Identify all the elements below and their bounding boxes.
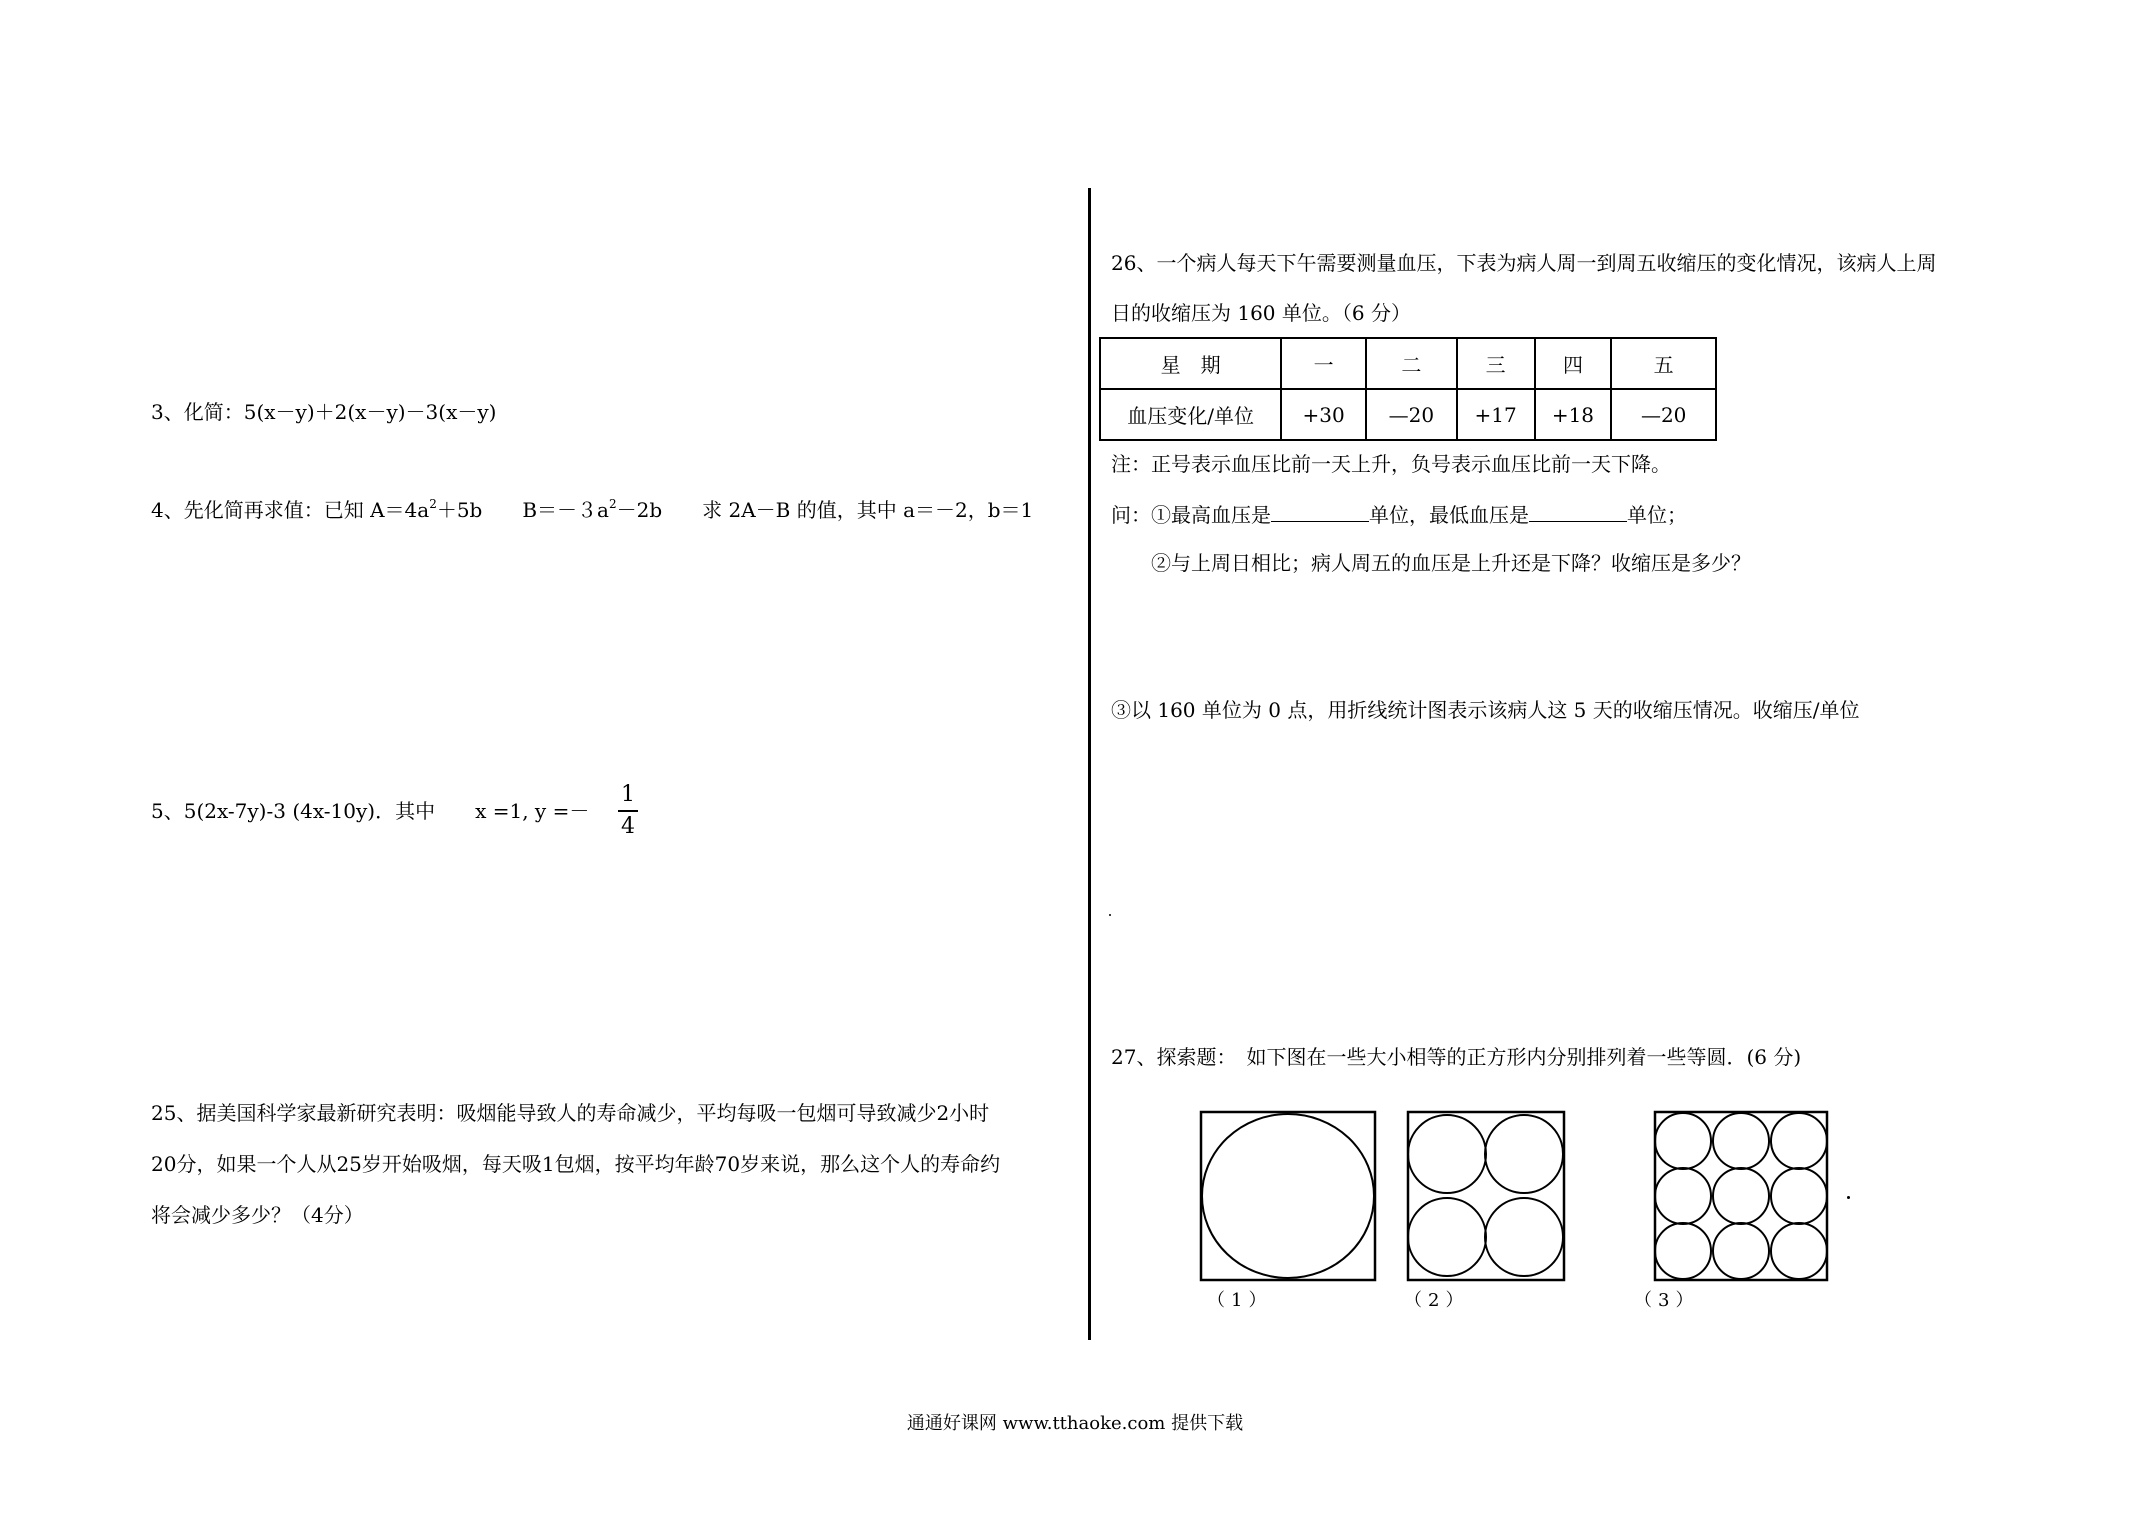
question-4-prefix: 4、先化简再求值：已知 A＝4a <box>151 498 430 522</box>
ask-1-part-c: 单位； <box>1627 503 1687 527</box>
figure-1-one-circle <box>1199 1110 1377 1282</box>
figure-3-nine-circles <box>1653 1110 1829 1282</box>
stray-dot <box>1847 1196 1850 1199</box>
fraction-numerator: 1 <box>621 782 635 807</box>
question-26-ask-3: ③以 160 单位为 0 点，用折线统计图表示该病人这 5 天的收缩压情况。收缩压/单位 <box>1111 698 1860 722</box>
question-26-note: 注：正号表示血压比前一天上升，负号表示血压比前一天下降。 <box>1111 452 1671 476</box>
table-day: 四 <box>1535 338 1612 389</box>
answer-blank[interactable] <box>1271 501 1369 522</box>
column-divider <box>1088 188 1091 1340</box>
table-value: —20 <box>1611 389 1716 440</box>
table-day: 三 <box>1457 338 1535 389</box>
answer-blank[interactable] <box>1529 501 1627 522</box>
question-26-line-1: 26、一个病人每天下午需要测量血压，下表为病人周一到周五收缩压的变化情况，该病人上周 <box>1111 251 1937 275</box>
table-header-label: 星 期 <box>1100 338 1281 389</box>
question-26-ask-2: ②与上周日相比；病人周五的血压是上升还是下降？收缩压是多少？ <box>1151 551 1751 575</box>
question-27: 27、探索题： 如下图在一些大小相等的正方形内分别排列着一些等圆．(6 分) <box>1111 1045 1802 1069</box>
question-25-line-1: 25、据美国科学家最新研究表明：吸烟能导致人的寿命减少，平均每吸一包烟可导致减少2小时 <box>151 1101 990 1125</box>
ask-1-part-a: 问：①最高血压是 <box>1111 503 1271 527</box>
question-4-mid: ＋5b B＝－３a <box>436 498 609 522</box>
question-4-rest: －2b 求 2A－B 的值，其中 a＝－2，b＝1 <box>616 498 1034 522</box>
exponent: 2 <box>608 497 617 511</box>
table-value: +30 <box>1281 389 1366 440</box>
stray-dot <box>1109 914 1111 916</box>
table-header-row <box>1100 338 1716 389</box>
page-footer: 通通好课网 www.tthaoke.com 提供下载 <box>906 1413 1244 1434</box>
question-26-line-2: 日的收缩压为 160 单位。（6 分） <box>1111 301 1411 325</box>
figure-2-four-circles <box>1406 1110 1566 1282</box>
table-value: +18 <box>1535 389 1612 440</box>
figure-caption: （2） <box>1404 1290 1470 1311</box>
question-3: 3、化简：5(x－y)＋2(x－y)－3(x－y) <box>151 400 497 424</box>
table-day: 二 <box>1366 338 1457 389</box>
table-row <box>1100 389 1716 440</box>
question-5: 5、5(2x-7y)-3 (4x-10y)．其中 x =1, y =－ <box>151 799 590 823</box>
question-26-ask-1 <box>1111 501 1687 527</box>
question-4 <box>151 498 1033 522</box>
figure-caption: （3） <box>1634 1290 1700 1311</box>
ask-1-part-b: 单位，最低血压是 <box>1369 503 1529 527</box>
fraction <box>618 782 638 840</box>
question-25-line-3: 将会减少多少？（4分） <box>151 1203 364 1227</box>
question-25-line-2: 20分，如果一个人从25岁开始吸烟，每天吸1包烟，按平均年龄70岁来说，那么这个人的寿命约 <box>151 1152 1001 1176</box>
table-day: 一 <box>1281 338 1366 389</box>
table-day: 五 <box>1611 338 1716 389</box>
figure-caption: （1） <box>1207 1290 1273 1311</box>
table-value: +17 <box>1457 389 1535 440</box>
exponent: 2 <box>429 497 437 511</box>
blood-pressure-table <box>1099 337 1717 441</box>
fraction-bar <box>618 810 638 812</box>
fraction-denominator: 4 <box>621 814 635 839</box>
table-row-label: 血压变化/单位 <box>1100 389 1281 440</box>
table-value: —20 <box>1366 389 1457 440</box>
